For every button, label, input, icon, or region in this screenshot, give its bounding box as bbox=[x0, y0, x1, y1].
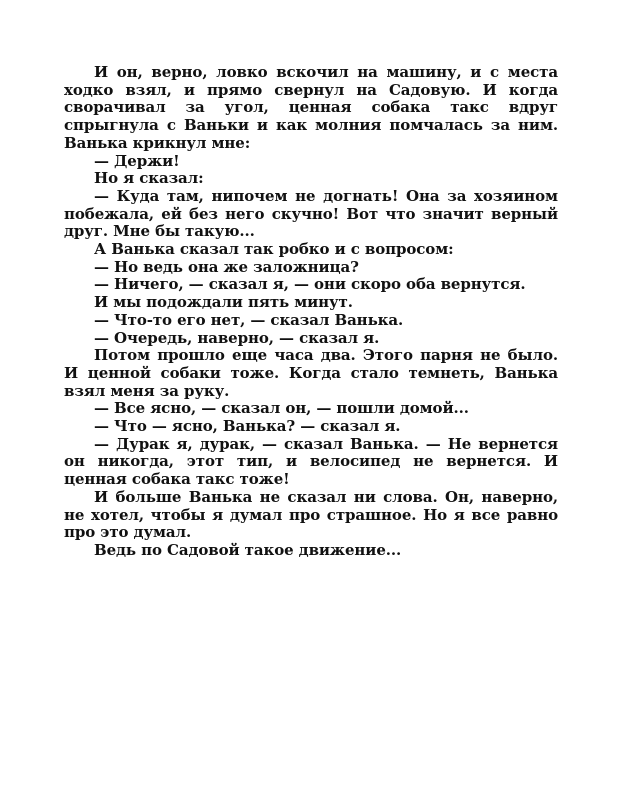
paragraph-2: — Держи! bbox=[94, 151, 180, 170]
paragraph-6: — Но ведь она же заложница? bbox=[94, 257, 359, 276]
paragraph-11: Потом прошло еще часа два. Этого парня не было. И ценной собаки тоже. Когда стало темнеть, Ванька взял меня за руку. bbox=[64, 346, 558, 400]
paragraph-9: — Что-то его нет, — сказал Ванька. bbox=[94, 310, 404, 329]
paragraph-5: А Ванька сказал так робко и с вопросом: bbox=[94, 240, 454, 259]
story-text-block bbox=[64, 64, 558, 560]
paragraph-8: И мы подождали пять минут. bbox=[94, 293, 353, 312]
paragraph-3: Но я сказал: bbox=[94, 169, 204, 188]
paragraph-1: И он, верно, ловко вскочил на машину, и с места ходко взял, и прямо свернул на Садовую. И когда сворачивал за угол, ценная собака такс вдруг спрыгнула с Ваньки и как молния помчалась за ним. Ванька крикнул мне: bbox=[64, 63, 558, 152]
paragraph-16: Ведь по Садовой такое движение... bbox=[94, 540, 402, 559]
paragraph-12: — Все ясно, — сказал он, — пошли домой... bbox=[94, 399, 469, 418]
paragraph-15: И больше Ванька не сказал ни слова. Он, наверно, не хотел, чтобы я думал про страшное. Но я все равно про это думал. bbox=[64, 487, 558, 542]
paragraph-10: — Очередь, наверно, — сказал я. bbox=[94, 328, 380, 347]
paragraph-7: — Ничего, — сказал я, — они скоро оба вернутся. bbox=[94, 275, 526, 294]
paragraph-13: — Что — ясно, Ванька? — сказал я. bbox=[94, 417, 401, 436]
paragraph-4: — Куда там, нипочем не догнать! Она за хозяином побежала, ей без него скучно! Вот что значит верный друг. Мне бы такую... bbox=[64, 186, 558, 241]
paragraph-14: — Дурак я, дурак, — сказал Ванька. — Не вернется он никогда, этот тип, и велосипед не вернется. И ценная собака такс тоже! bbox=[64, 434, 558, 489]
